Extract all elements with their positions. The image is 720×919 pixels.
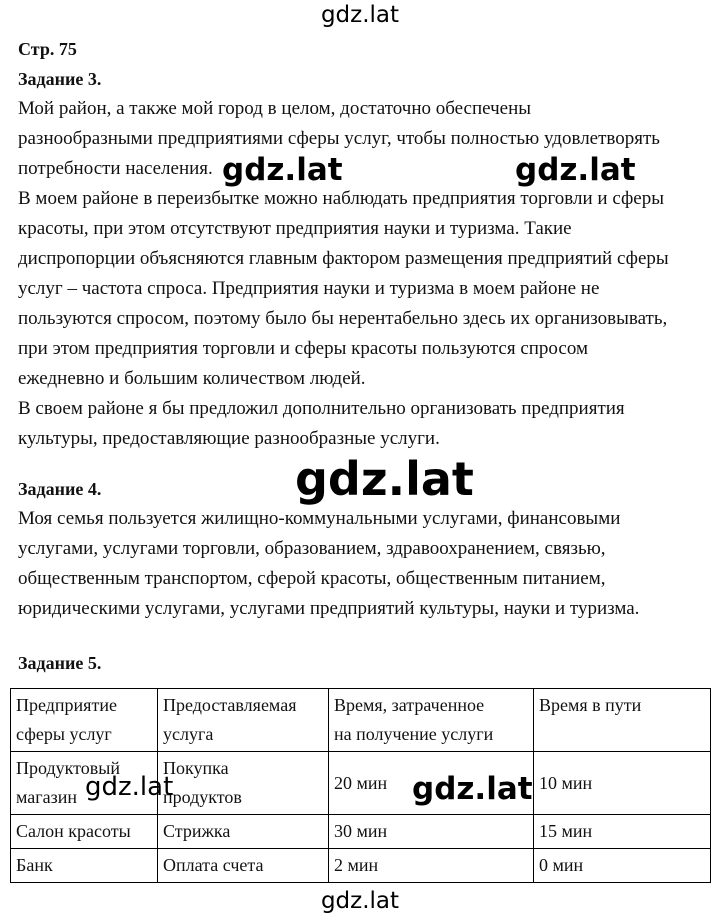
table-row [11, 849, 711, 883]
task3-line: при этом предприятия торговли и сферы красоты пользуются спросом [18, 338, 588, 359]
task3-line: ежедневно и большим количеством людей. [18, 368, 366, 389]
task5-heading: Задание 5. [18, 653, 102, 673]
table-cell: Салон красоты [11, 815, 158, 849]
task3-heading: Задание 3. [18, 69, 102, 89]
task4-line: Моя семья пользуется жилищно-коммунальными услугами, финансовыми [18, 508, 621, 529]
watermark-overlay: gdz.lat [85, 772, 174, 802]
table-cell: 30 мин [329, 815, 534, 849]
table-header-row [11, 689, 711, 752]
task3-text [18, 94, 708, 454]
task3-line: потребности населения. [18, 158, 213, 179]
table-cell: Стрижка [158, 815, 329, 849]
task4-line: услугами, услугами торговли, образованием, здравоохранением, связью, [18, 538, 606, 559]
table-cell: 20 мин [329, 752, 534, 815]
task3-line: культуры, предоставляющие разнообразные услуги. [18, 428, 440, 449]
document-body [18, 34, 708, 678]
table-cell: 15 мин [534, 815, 711, 849]
task3-line: диспропорции объясняются главным фактором размещения предприятий сферы [18, 248, 669, 269]
watermark-overlay: gdz.lat [412, 771, 533, 807]
table-header-cell: Время в пути [534, 689, 711, 752]
page-ref: Стр. 75 [18, 39, 77, 59]
watermark-overlay: gdz.lat [515, 152, 636, 188]
table-cell: 0 мин [534, 849, 711, 883]
task3-line: пользуются спросом, поэтому было бы нерентабельно здесь их организовывать, [18, 308, 668, 329]
task3-line: В моем районе в переизбытке можно наблюдать предприятия торговли и сферы [18, 188, 665, 209]
task3-line: услуг – частота спроса. Предприятия науки и туризма в моем районе не [18, 278, 600, 299]
table-header-cell: Предприятие сферы услуг [11, 689, 158, 752]
task3-line: В своем районе я бы предложил дополнительно организовать предприятия [18, 398, 625, 419]
table-row [11, 815, 711, 849]
table-cell: Продуктовый магазин [11, 752, 158, 815]
table-header-cell: Время, затраченное на получение услуги [329, 689, 534, 752]
table-cell: 10 мин [534, 752, 711, 815]
task4-heading: Задание 4. [18, 479, 102, 499]
task3-line: разнообразными предприятиями сферы услуг, чтобы полностью удовлетворять [18, 128, 660, 149]
table-cell: Покупка продуктов [158, 752, 329, 815]
task4-line: юридическими услугами, услугами предприятий культуры, науки и туризма. [18, 598, 640, 619]
task3-line: Мой район, а также мой город в целом, достаточно обеспечены [18, 98, 532, 119]
watermark-large: gdz.lat [295, 452, 474, 506]
table-cell: 2 мин [329, 849, 534, 883]
task4-line: общественным транспортом, сферой красоты, общественным питанием, [18, 568, 606, 589]
watermark-bottom: gdz.lat [320, 888, 400, 914]
task4-text [18, 504, 708, 624]
watermark-overlay: gdz.lat [222, 152, 343, 188]
watermark-top: gdz.lat [320, 2, 400, 28]
table-cell: Банк [11, 849, 158, 883]
table-header-cell: Предоставляемая услуга [158, 689, 329, 752]
task3-line: красоты, при этом отсутствуют предприятия науки и туризма. Такие [18, 218, 572, 239]
table-cell: Оплата счета [158, 849, 329, 883]
